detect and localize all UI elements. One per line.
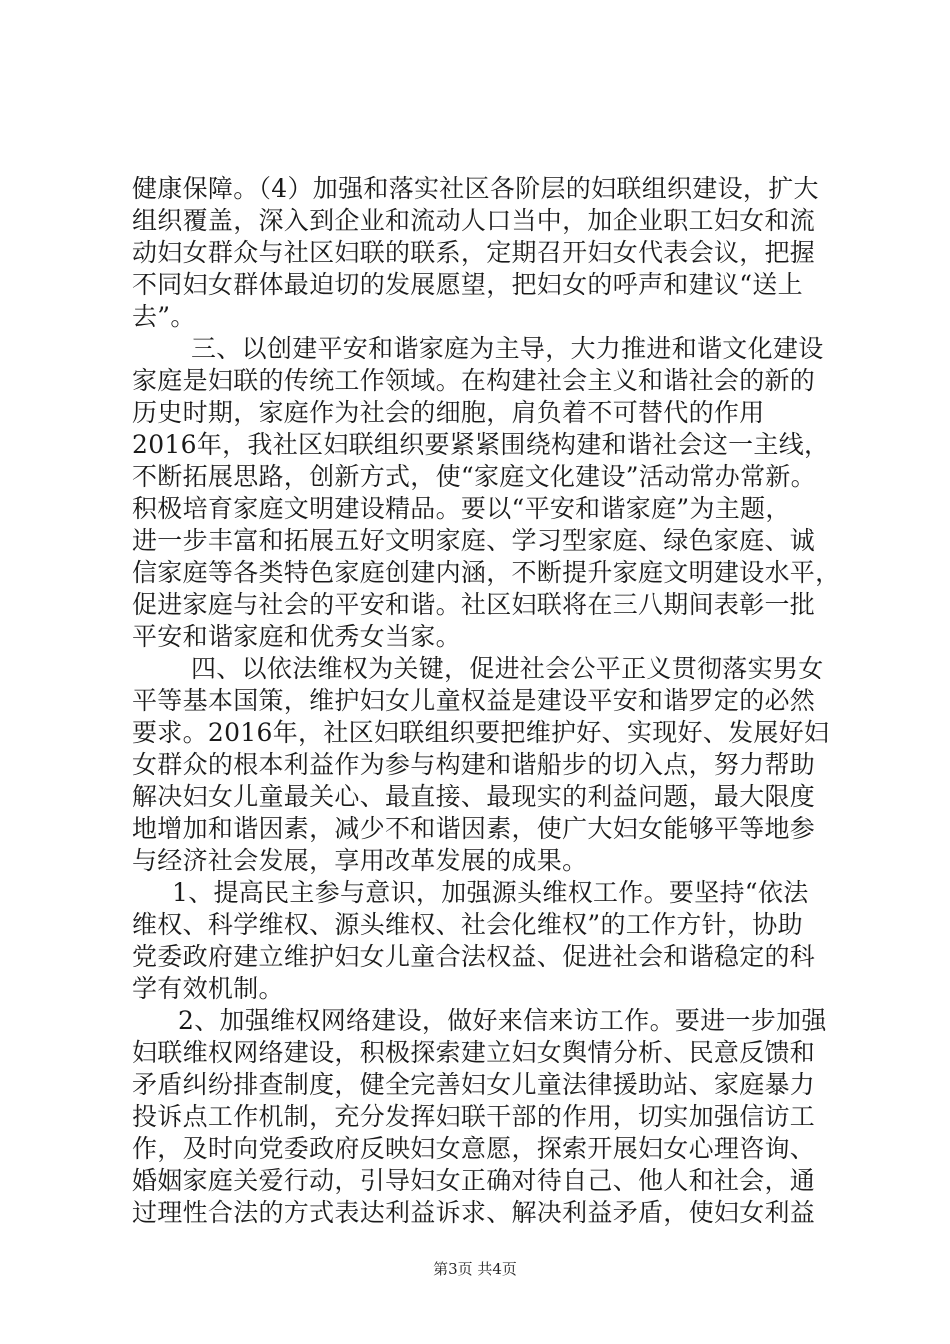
text-line: 积极培育家庭文明建设精品。要以“平安和谐家庭”为主题， — [132, 494, 791, 523]
section-heading: 三、以创建平安和谐家庭为主导，大力推进和谐文化建设 — [191, 334, 824, 363]
text-line: 2016年，我社区妇联组织要紧紧围绕构建和谐社会这一主线， — [132, 430, 830, 459]
text-line: 进一步丰富和拓展五好文明家庭、学习型家庭、绿色家庭、诚 — [132, 526, 816, 555]
text-line: 家庭是妇联的传统工作领域。在构建社会主义和谐社会的新的 — [132, 366, 816, 395]
page-footer: 第3页 共4页 — [433, 1260, 517, 1278]
text-line: 维权、科学维权、源头维权、社会化维权”的工作方针，协助 — [132, 910, 803, 939]
text-line: 历史时期，家庭作为社会的细胞，肩负着不可替代的作用 — [132, 398, 765, 427]
text-line: 婚姻家庭关爱行动，引导妇女正确对待自己、他人和社会，通 — [132, 1166, 816, 1195]
subsection-heading: 2、加强维权网络建设，做好来信来访工作。要进一步加强 — [178, 1006, 827, 1035]
text-line: 妇联维权网络建设，积极探索建立妇女舆情分析、民意反馈和 — [132, 1038, 816, 1067]
text-line: 作，及时向党委政府反映妇女意愿，探索开展妇女心理咨询、 — [132, 1134, 816, 1163]
subsection-heading: 1、提高民主参与意识，加强源头维权工作。要坚持“依法 — [172, 878, 809, 907]
text-line: 组织覆盖，深入到企业和流动人口当中，加企业职工妇女和流 — [132, 206, 816, 235]
text-line: 信家庭等各类特色家庭创建内涵，不断提升家庭文明建设水平， — [132, 558, 841, 587]
text-line: 去”。 — [132, 302, 196, 331]
text-line: 健康保障。（4）加强和落实社区各阶层的妇联组织建设，扩大 — [132, 174, 819, 203]
text-line: 解决妇女儿童最关心、最直接、最现实的利益问题，最大限度 — [132, 782, 816, 811]
text-line: 投诉点工作机制，充分发挥妇联干部的作用，切实加强信访工 — [132, 1102, 816, 1131]
text-line: 地增加和谐因素，减少不和谐因素，使广大妇女能够平等地参 — [132, 814, 816, 843]
text-line: 要求。2016年，社区妇联组织要把维护好、实现好、发展好妇 — [132, 718, 830, 747]
text-line: 动妇女群众与社区妇联的联系，定期召开妇女代表会议，把握 — [132, 238, 816, 267]
text-line: 学有效机制。 — [132, 974, 284, 1003]
text-line: 不同妇女群体最迫切的发展愿望，把妇女的呼声和建议“送上 — [132, 270, 803, 299]
text-line: 与经济社会发展，享用改革发展的成果。 — [132, 846, 588, 875]
text-line: 促进家庭与社会的平安和谐。社区妇联将在三八期间表彰一批 — [132, 590, 816, 619]
text-line: 过理性合法的方式表达利益诉求、解决利益矛盾，使妇女利益 — [132, 1198, 816, 1227]
text-line: 党委政府建立维护妇女儿童合法权益、促进社会和谐稳定的科 — [132, 942, 816, 971]
text-line: 女群众的根本利益作为参与构建和谐船步的切入点，努力帮助 — [132, 750, 816, 779]
text-line: 不断拓展思路，创新方式，使“家庭文化建设”活动常办常新。 — [132, 462, 816, 491]
text-line: 平等基本国策，维护妇女儿童权益是建设平安和谐罗定的必然 — [132, 686, 816, 715]
section-heading: 四、以依法维权为关键，促进社会公平正义贯彻落实男女 — [191, 654, 824, 683]
text-line: 平安和谐家庭和优秀女当家。 — [132, 622, 461, 651]
text-line: 矛盾纠纷排查制度，健全完善妇女儿童法律援助站、家庭暴力 — [132, 1070, 816, 1099]
